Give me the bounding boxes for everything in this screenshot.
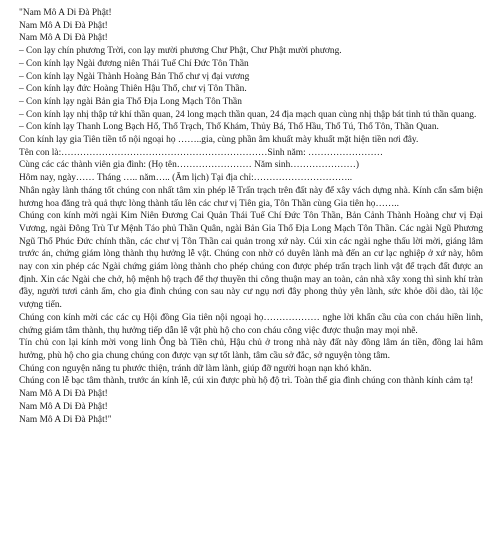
paragraph-intent: Nhân ngày lành tháng tốt chúng con nhất tâm xin phép lễ Trấn trạch trên đất này để xây vách dựng nhà. Kính cẩn sắm biện hương hoa đăng trà quả thực lòng thành tấu lên các chư vị Tiên gia, Tôn Thần cùng Gia tiên họ…….. [19,185,483,209]
closing-line-1: Nam Mô A Di Đà Phật! [19,389,108,400]
name-fill-line: Tên con là:…………………………………………………………Sinh năm: …………………… [19,147,384,158]
opening-line-2: Nam Mô A Di Đà Phật! [19,20,108,31]
paragraph-vow: Chúng con nguyện năng tu phước thiện, tránh dữ làm lành, giúp đỡ người hoạn nạn khó khăn. [19,363,372,374]
opening-line-1: "Nam Mô A Di Đà Phật! [19,8,112,18]
opening-line-3: Nam Mô A Di Đà Phật! [19,33,108,44]
closing-line-3: Nam Mô A Di Đà Phật!" [19,414,112,425]
paragraph-thanks: Chúng con lễ bạc tâm thành, trước án kính lễ, cúi xin được phù hộ độ trì. Toàn thể gia đình chúng con thành kính cảm tạ! [19,376,474,387]
paragraph-invite-deities: Chúng con kính mời ngài Kim Niên Đương Cai Quản Thái Tuế Chí Đức Tôn Thần, Bản Cảnh Thành Hoàng chư vị Đại Vương, ngài Đông Trù Tư Mệnh Táo phủ Thần Quân, ngài Bản Gia Thổ Địa Long Mạch Tôn Thần. Các ngài Ngũ Phương Ngũ Thổ Phúc Đức chính thần, các chư vị Tôn Thần cai quản trong xứ này. Cúi xin các ngài nghe thấu lời mời, giáng lâm trước án, chứng giám lòng thành thụ hưởng lễ vật. Chúng con nhờ có duyên lành mà đến an cư lạc nghiệp ở xứ này, hôm nay con xin phép các Ngài chứng giám lòng thành cho phép chúng con được phép trấn trạch linh vật để trạch đất được an định. Xin các Ngài che chở, hộ mệnh hộ trạch để thợ thuyền thi công thuận may an toàn, cản nhà xây xong thì sinh khí tràn đầy, người tươi cảnh ấm, cho gia đình chúng con sau này cư ngụ nơi đây phong thủy yên lành, sức khỏe dồi dào, tài lộc vượng tiến. [19,211,483,311]
paragraph-invite-former-owners: Tín chủ con lại kính mời vong linh Ông bà Tiền chủ, Hậu chủ ở trong nhà này đất này đồng lâm án tiền, đồng lai hâm hưởng, phù hộ cho gia chung chúng con được vạn sự tốt lành, tâm cầu sở đắc, sở nguyện tòng tâm. [19,338,483,361]
invocation-2: – Con kính lạy Ngài đương niên Thái Tuế Chí Đức Tôn Thần [19,58,249,69]
date-fill-line: Hôm nay, ngày…… Tháng ….. năm….. (Âm lịch) Tại địa chỉ:………………………….. [19,173,353,184]
invocation-3: – Con kính lạy Ngài Thành Hoàng Bản Thổ chư vị đại vương [19,71,250,82]
invocation-6: – Con kính lạy nhị thập tứ khí thần quan, 24 long mạch thần quan, 24 địa mạch quan cùng nhị thập bát tinh tú thần quang. [19,109,477,120]
invocation-1: – Con lạy chín phương Trời, con lạy mười phương Chư Phật, Chư Phật mười phương. [19,46,342,57]
paragraph-invite-ancestors: Chúng con kính mời các các cụ Hội đồng Gia tiên nội ngoại họ……………… nghe lời khẩn cầu của con cháu hiền linh, chứng giám tâm thành, thụ hưởng tiếp dẫn lễ vật phù hộ cho con cháu công việc được thuận may mọi nhẽ. [19,312,483,336]
ancestors-line: Con kính lạy gia Tiên tiền tổ nội ngoại họ ……..gia, cùng phần âm khuất mày khuất mặt hiện tiền nơi đây. [19,135,419,146]
invocation-5: – Con kính lạy ngài Bản gia Thổ Địa Long Mạch Tôn Thần [19,96,242,107]
invocation-7: – Con kính lạy Thanh Long Bạch Hổ, Thổ Trạch, Thổ Khám, Thủy Bá, Thổ Hầu, Thổ Tú, Thổ Tôn, Thần Quan. [19,122,439,133]
family-fill-line: Cùng các các thành viên gia đình: (Họ tên…………………… Năm sinh…………………) [19,160,360,171]
invocation-4: – Con kính lạy đức Hoàng Thiên Hậu Thổ, chư vị Tôn Thần. [19,84,247,95]
closing-line-2: Nam Mô A Di Đà Phật! [19,401,108,412]
